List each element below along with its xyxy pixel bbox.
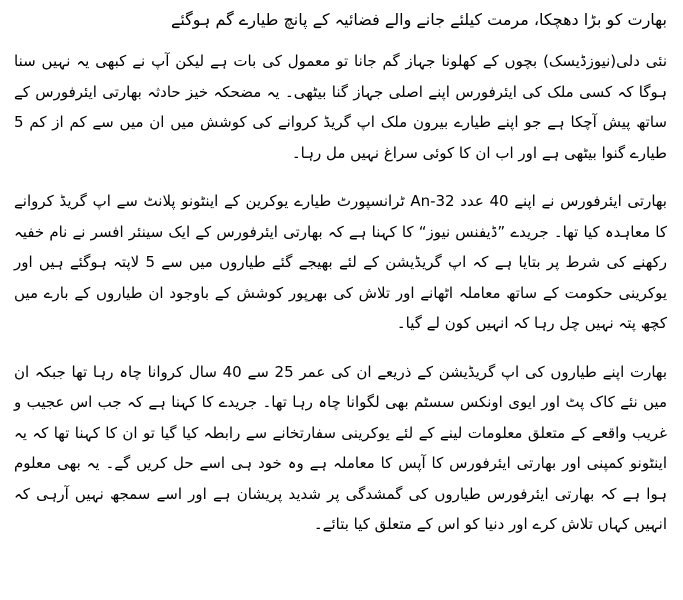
article-paragraph-3: بھارت اپنے طیاروں کی اپ گریڈیشن کے ذریعے ان کی عمر 25 سے 40 سال کروانا چاہ رہا تھا جبکہ ان میں نئے کاک پٹ اور ایوی اونکس سسٹم بھی لگوانا چاہ رہا تھا۔ جریدے کا کہنا ہے کہ جب اس عجیب و غریب واقعے کے متعلق معلومات لینے کے لئے یوکرینی سفارتخانے سے رابطہ کیا گیا تو ان کا کہنا تھا کہ یہ اینٹونو کمپنی اور بھارتی ایئرفورس کا آپس کا معاملہ ہے وہ خود ہی اسے حل کریں گے۔ یہ بھی معلوم ہوا ہے کہ بھارتی ایئرفورس طیاروں کی گمشدگی پر شدید پریشان ہے اور اسے سمجھ نہیں آرہی کہ انہیں کہاں تلاش کرے اور دنیا کو اس کے متعلق کیا بتائے۔	[14, 362, 667, 533]
article-headline: بھارت کو بڑا دھچکا، مرمت کیلئے جانے والے فضائیہ کے پانچ طیارے گم ہوگئے	[170, 10, 667, 29]
article-paragraph-2: بھارتی ایئرفورس نے اپنے 40 عدد An-32 ٹرانسپورٹ طیارے یوکرین کے اینٹونو پلانٹ سے اپ گریڈ کروانے کا معاہدہ کیا تھا۔ جریدے ”ڈیفنس نیوز“ کا کہنا ہے کہ بھارتی ایئرفورس کے ایک سینئر افسر نے نام خفیہ رکھنے کی شرط پر بتایا ہے کہ اپ گریڈیشن کے لئے بھیجے گئے طیاروں میں سے 5 لاپتہ ہوگئے ہیں اور یوکرینی حکومت کے ساتھ معاملہ اٹھانے اور تلاش کی بھرپور کوشش کے باوجود ان طیاروں کے بارے میں کچھ پتہ نہیں چل رہا کہ انہیں کون لے گیا۔	[14, 192, 667, 332]
article-paragraph-1: نئی دلی(نیوزڈیسک) بچوں کے کھلونا جہاز گم جانا تو معمول کی بات ہے لیکن آپ نے کبھی یہ نہیں سنا ہوگا کہ کسی ملک کی ایئرفورس اپنے اصلی جہاز گنا بیٹھی۔ یہ مضحکہ خیز حادثہ بھارتی ایئرفورس کے ساتھ پیش آچکا ہے جو اپنے طیارے بیرون ملک اپ گریڈ کروانے کی کوشش میں ان میں سے کم از کم 5 طیارے گنوا بیٹھی ہے اور اب ان کا کوئی سراغ نہیں مل رہا۔	[14, 52, 667, 162]
